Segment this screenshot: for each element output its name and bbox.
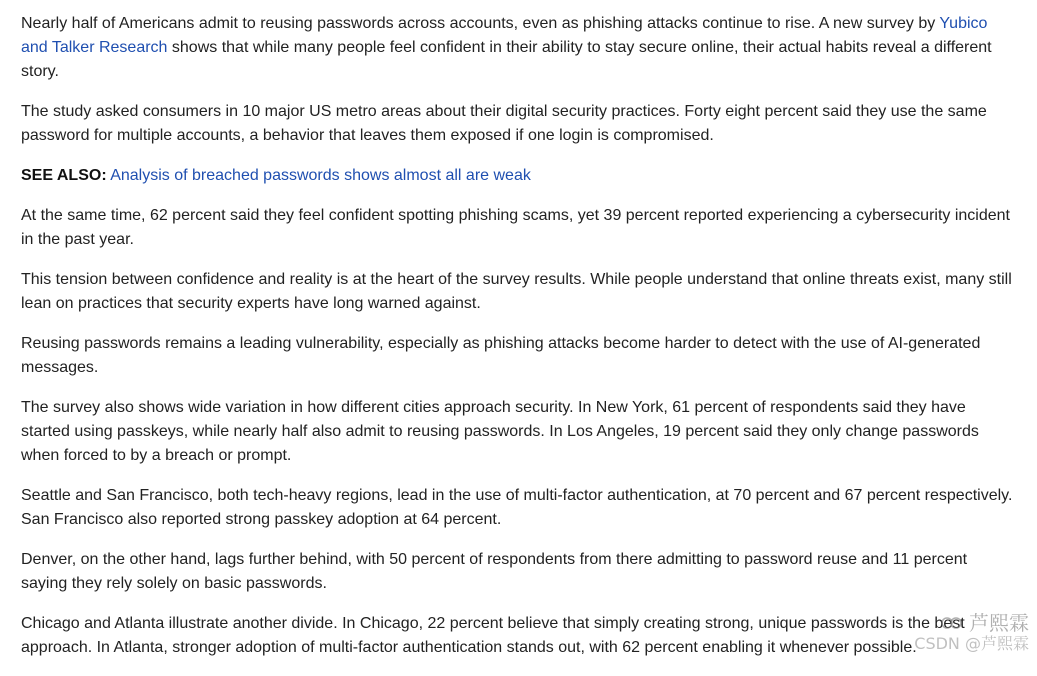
article-paragraph-study: The study asked consumers in 10 major US metro areas about their digital security practices. Forty eight percent said they use the same password for multiple accounts, a behavior that leaves them exposed if one login is compromised. (21, 103, 987, 144)
watermark-author-name: 芦熙霖 (969, 611, 1029, 635)
see-also-label: SEE ALSO: (21, 167, 107, 184)
article-body (21, 12, 1013, 676)
article-paragraph-chicago-atlanta: Chicago and Atlanta illustrate another divide. In Chicago, 22 percent believe that simply creating strong, unique passwords is the best approach. In Atlanta, stronger adoption of multi-factor authentication stands out, with 62 percent enabling it whenever possible. (21, 615, 965, 656)
article-paragraph-intro (21, 12, 1013, 84)
article-paragraph-confidence: At the same time, 62 percent said they feel confident spotting phishing scams, yet 39 percent reported experiencing a cybersecurity incident in the past year. (21, 207, 1010, 248)
article-paragraph-cities: The survey also shows wide variation in how different cities approach security. In New York, 61 percent of respondents said they have started using passkeys, while nearly half also admit to reusing passwords. In Los Angeles, 19 percent said they only change passwords when forced to by a breach or prompt. (21, 399, 979, 464)
article-paragraph-seattle-sf: Seattle and San Francisco, both tech-heavy regions, lead in the use of multi-factor authentication, at 70 percent and 67 percent respectively. San Francisco also reported strong passkey adoption at 64 percent. (21, 487, 1013, 528)
intro-text-after: shows that while many people feel confident in their ability to stay secure online, their actual habits reveal a different story. (21, 39, 992, 80)
article-paragraph-reuse: Reusing passwords remains a leading vulnerability, especially as phishing attacks become harder to detect with the use of AI-generated messages. (21, 335, 981, 376)
see-also-link[interactable]: Analysis of breached passwords shows almost all are weak (110, 167, 531, 184)
yubico-talker-research-link[interactable]: Yubico and Talker Research (21, 15, 988, 56)
article-paragraph-tension: This tension between confidence and reality is at the heart of the survey results. While people understand that online threats exist, many still lean on practices that security experts have long warned against. (21, 271, 1012, 312)
see-also-block (21, 164, 1013, 188)
intro-text-before: Nearly half of Americans admit to reusing passwords across accounts, even as phishing attacks continue to rise. A new survey by (21, 15, 940, 32)
article-paragraph-denver: Denver, on the other hand, lags further behind, with 50 percent of respondents from there admitting to password reuse and 11 percent saying they rely solely on basic passwords. (21, 551, 968, 592)
watermark-source: CSDN @芦熙霖 (914, 634, 1029, 653)
